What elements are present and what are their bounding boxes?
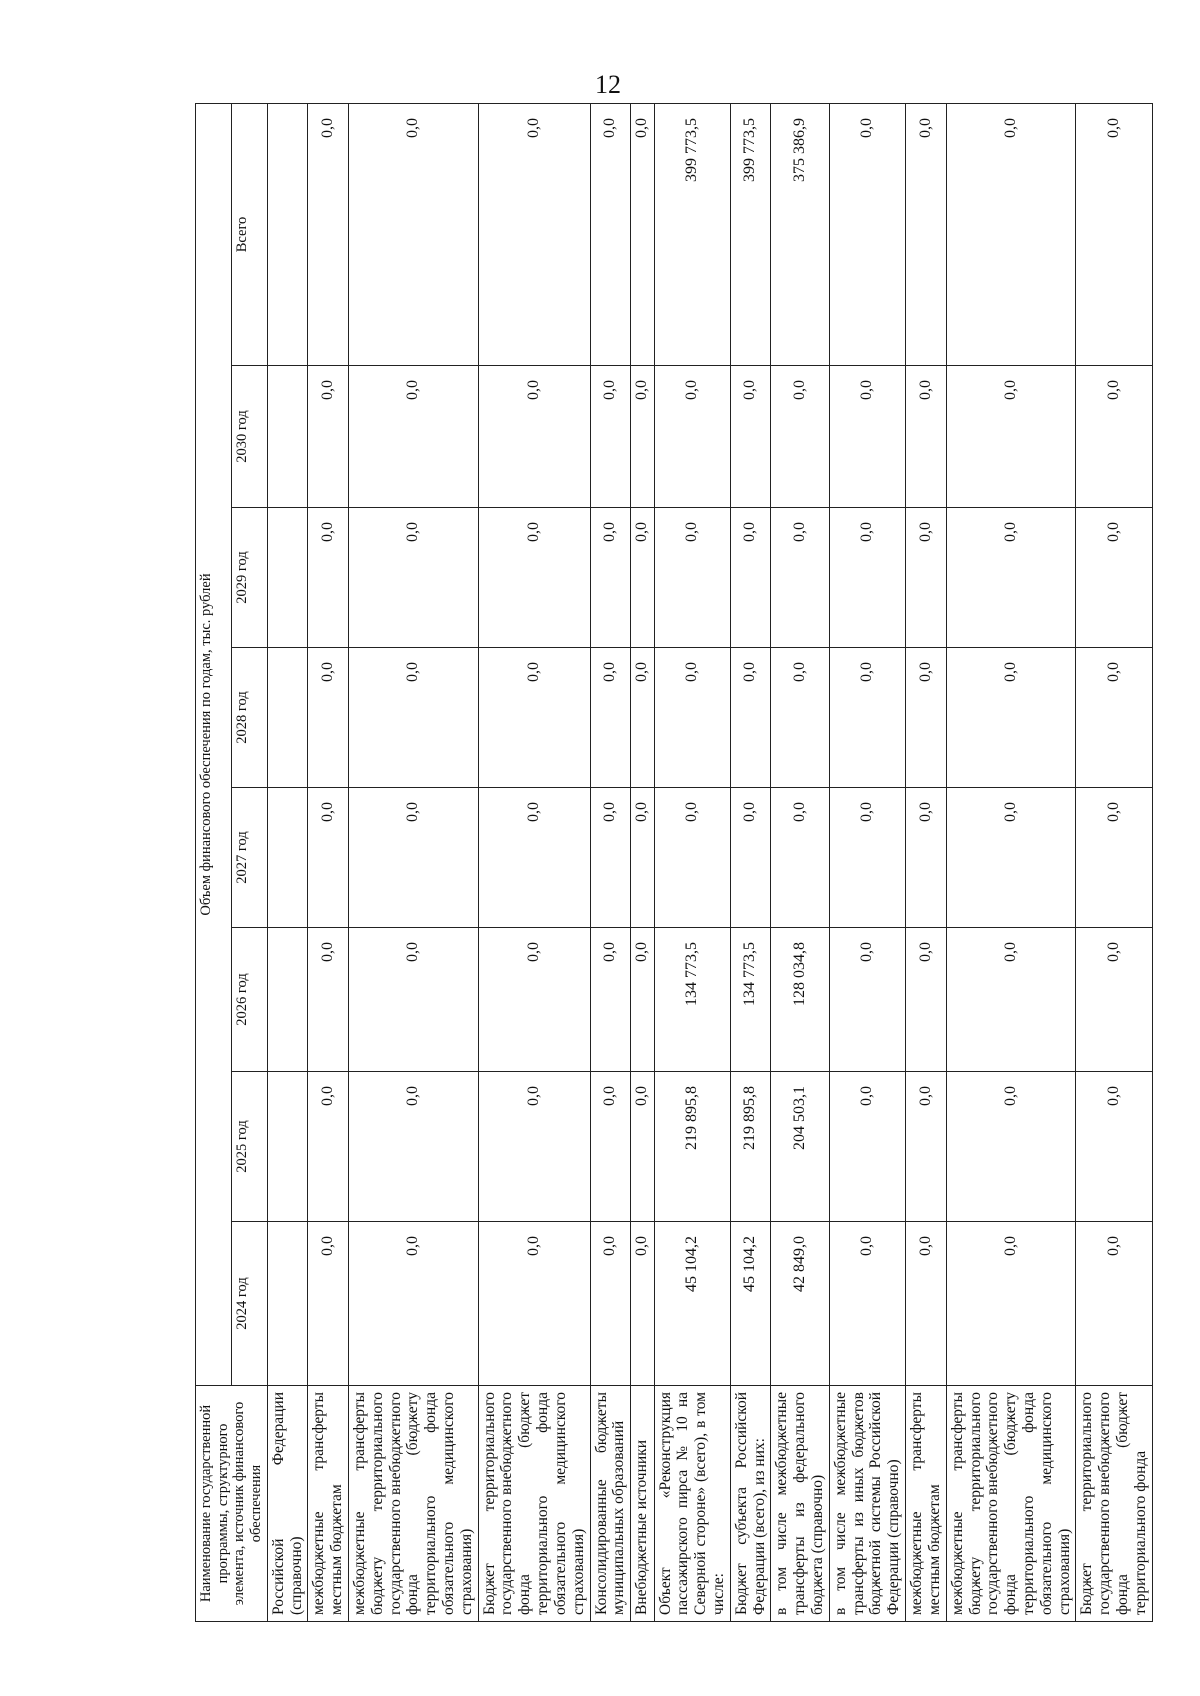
value-cell: 0,0 [348,648,478,788]
value-cell: 0,0 [631,1072,654,1222]
value-cell: 0,0 [946,788,1076,928]
value-cell: 0,0 [590,788,631,928]
value-cell: 0,0 [348,366,478,508]
value-cell: 0,0 [946,508,1076,648]
value-cell: 0,0 [631,928,654,1072]
value-cell: 0,0 [654,508,730,648]
value-cell: 0,0 [348,928,478,1072]
table-row [906,103,947,1621]
row-name-cell: Объект «Реконструкция пассажирского пирса № 10 на Северной стороне» (всего), в том числе: [654,1386,730,1622]
table-row [478,103,590,1621]
value-cell: 0,0 [771,508,829,648]
value-cell: 0,0 [1076,103,1152,365]
value-cell: 0,0 [771,788,829,928]
value-cell: 0,0 [631,788,654,928]
value-cell: 0,0 [348,103,478,365]
value-cell: 0,0 [654,788,730,928]
value-cell: 399 773,5 [730,103,771,365]
header-year-2027: 2027 год [231,788,267,928]
value-cell: 0,0 [631,366,654,508]
value-cell [267,508,308,648]
value-cell: 0,0 [730,508,771,648]
value-cell: 0,0 [946,1072,1076,1222]
value-cell [267,1072,308,1222]
value-cell: 0,0 [308,508,349,648]
value-cell: 399 773,5 [654,103,730,365]
value-cell: 0,0 [829,508,905,648]
value-cell: 0,0 [906,366,947,508]
value-cell: 0,0 [348,1222,478,1386]
value-cell: 0,0 [906,1072,947,1222]
rotated-table-container [195,104,1149,1622]
table-row [771,103,829,1621]
table-row [654,103,730,1621]
value-cell: 0,0 [1076,1072,1152,1222]
value-cell: 0,0 [946,928,1076,1072]
row-name-cell: Внебюджетные источники [631,1386,654,1622]
value-cell: 0,0 [771,648,829,788]
value-cell [267,103,308,365]
value-cell: 0,0 [906,928,947,1072]
value-cell: 0,0 [308,1222,349,1386]
value-cell: 219 895,8 [730,1072,771,1222]
value-cell: 0,0 [308,103,349,365]
row-name-cell: межбюджетные трансферты бюджету территориального государственного внебюджетного фонда (бюджету территориального фонда обязательного медицинского страхования) [348,1386,478,1622]
value-cell: 134 773,5 [730,928,771,1072]
value-cell: 0,0 [654,648,730,788]
header-group-title: Объем финансового обеспечения по годам, тыс. рублей [196,103,232,1385]
value-cell: 0,0 [478,648,590,788]
value-cell: 0,0 [730,648,771,788]
value-cell: 0,0 [906,788,947,928]
value-cell: 0,0 [590,103,631,365]
value-cell: 45 104,2 [654,1222,730,1386]
value-cell: 0,0 [946,103,1076,365]
value-cell: 0,0 [631,103,654,365]
value-cell: 0,0 [348,788,478,928]
value-cell [267,928,308,1072]
value-cell: 0,0 [308,366,349,508]
row-name-cell: Бюджет территориального государственного внебюджетного фонда (бюджет территориального фонда обязательного медицинского страхования) [478,1386,590,1622]
row-name-cell: в том числе межбюджетные трансферты из иных бюджетов бюджетной системы Российской Федерации (справочно) [829,1386,905,1622]
value-cell: 0,0 [946,1222,1076,1386]
row-name-cell: Бюджет субъекта Российской Федерации (всего), из них: [730,1386,771,1622]
value-cell: 0,0 [308,928,349,1072]
value-cell: 0,0 [590,648,631,788]
value-cell: 0,0 [946,648,1076,788]
value-cell: 0,0 [829,103,905,365]
value-cell: 0,0 [478,508,590,648]
value-cell: 0,0 [1076,366,1152,508]
value-cell: 0,0 [730,788,771,928]
row-name-cell: Бюджет территориального государственного внебюджетного фонда (бюджет территориального фонда [1076,1386,1152,1622]
value-cell: 0,0 [631,648,654,788]
table-row [267,103,308,1621]
value-cell: 0,0 [348,508,478,648]
value-cell: 0,0 [730,366,771,508]
header-year-2029: 2029 год [231,508,267,648]
value-cell: 0,0 [829,1222,905,1386]
table-row [829,103,905,1621]
row-name-cell: Консолидированные бюджеты муниципальных образований [590,1386,631,1622]
header-year-2025: 2025 год [231,1072,267,1222]
value-cell: 134 773,5 [654,928,730,1072]
value-cell: 204 503,1 [771,1072,829,1222]
value-cell: 0,0 [590,928,631,1072]
value-cell: 0,0 [478,788,590,928]
value-cell: 0,0 [308,648,349,788]
row-name-cell: межбюджетные трансферты местным бюджетам [906,1386,947,1622]
value-cell: 0,0 [590,1222,631,1386]
value-cell: 219 895,8 [654,1072,730,1222]
value-cell: 0,0 [906,508,947,648]
value-cell: 0,0 [771,366,829,508]
value-cell [267,366,308,508]
row-name-cell: Российской Федерации (справочно) [267,1386,308,1622]
financing-table [195,103,1153,1622]
value-cell: 0,0 [631,1222,654,1386]
table-row [348,103,478,1621]
value-cell: 0,0 [478,1072,590,1222]
value-cell: 0,0 [478,1222,590,1386]
table-row [946,103,1076,1621]
row-name-cell: в том числе межбюджетные трансферты из федерального бюджета (справочно) [771,1386,829,1622]
value-cell: 0,0 [308,788,349,928]
row-name-cell: межбюджетные трансферты местным бюджетам [308,1386,349,1622]
value-cell: 0,0 [590,508,631,648]
value-cell: 45 104,2 [730,1222,771,1386]
value-cell: 0,0 [478,928,590,1072]
value-cell: 0,0 [1076,1222,1152,1386]
value-cell: 0,0 [906,1222,947,1386]
value-cell: 0,0 [348,1072,478,1222]
value-cell: 0,0 [829,928,905,1072]
table-row [590,103,631,1621]
value-cell: 0,0 [829,788,905,928]
value-cell: 0,0 [308,1072,349,1222]
value-cell: 0,0 [829,1072,905,1222]
value-cell: 0,0 [1076,928,1152,1072]
value-cell: 0,0 [906,648,947,788]
value-cell: 0,0 [829,648,905,788]
value-cell: 0,0 [478,366,590,508]
header-year-2030: 2030 год [231,366,267,508]
header-name-column: Наименование государственной программы, структурного элемента, источник финансового обеспечения [196,1386,268,1622]
header-year-2024: 2024 год [231,1222,267,1386]
header-year-2028: 2028 год [231,648,267,788]
value-cell: 0,0 [946,366,1076,508]
value-cell: 42 849,0 [771,1222,829,1386]
table-row [1076,103,1152,1621]
value-cell: 0,0 [1076,648,1152,788]
header-year-2026: 2026 год [231,928,267,1072]
value-cell [267,648,308,788]
value-cell: 0,0 [906,103,947,365]
value-cell: 0,0 [478,103,590,365]
row-name-cell: межбюджетные трансферты бюджету территориального государственного внебюджетного фонда (бюджету территориального фонда обязательного медицинского страхования) [946,1386,1076,1622]
value-cell: 375 386,9 [771,103,829,365]
table-row [730,103,771,1621]
header-total: Всего [231,103,267,365]
table-row [308,103,349,1621]
page-number: 12 [595,70,621,99]
value-cell: 0,0 [654,366,730,508]
table-row [631,103,654,1621]
value-cell: 0,0 [1076,788,1152,928]
value-cell: 0,0 [1076,508,1152,648]
value-cell: 128 034,8 [771,928,829,1072]
value-cell [267,1222,308,1386]
value-cell: 0,0 [590,366,631,508]
value-cell [267,788,308,928]
value-cell: 0,0 [631,508,654,648]
value-cell: 0,0 [590,1072,631,1222]
value-cell: 0,0 [829,366,905,508]
